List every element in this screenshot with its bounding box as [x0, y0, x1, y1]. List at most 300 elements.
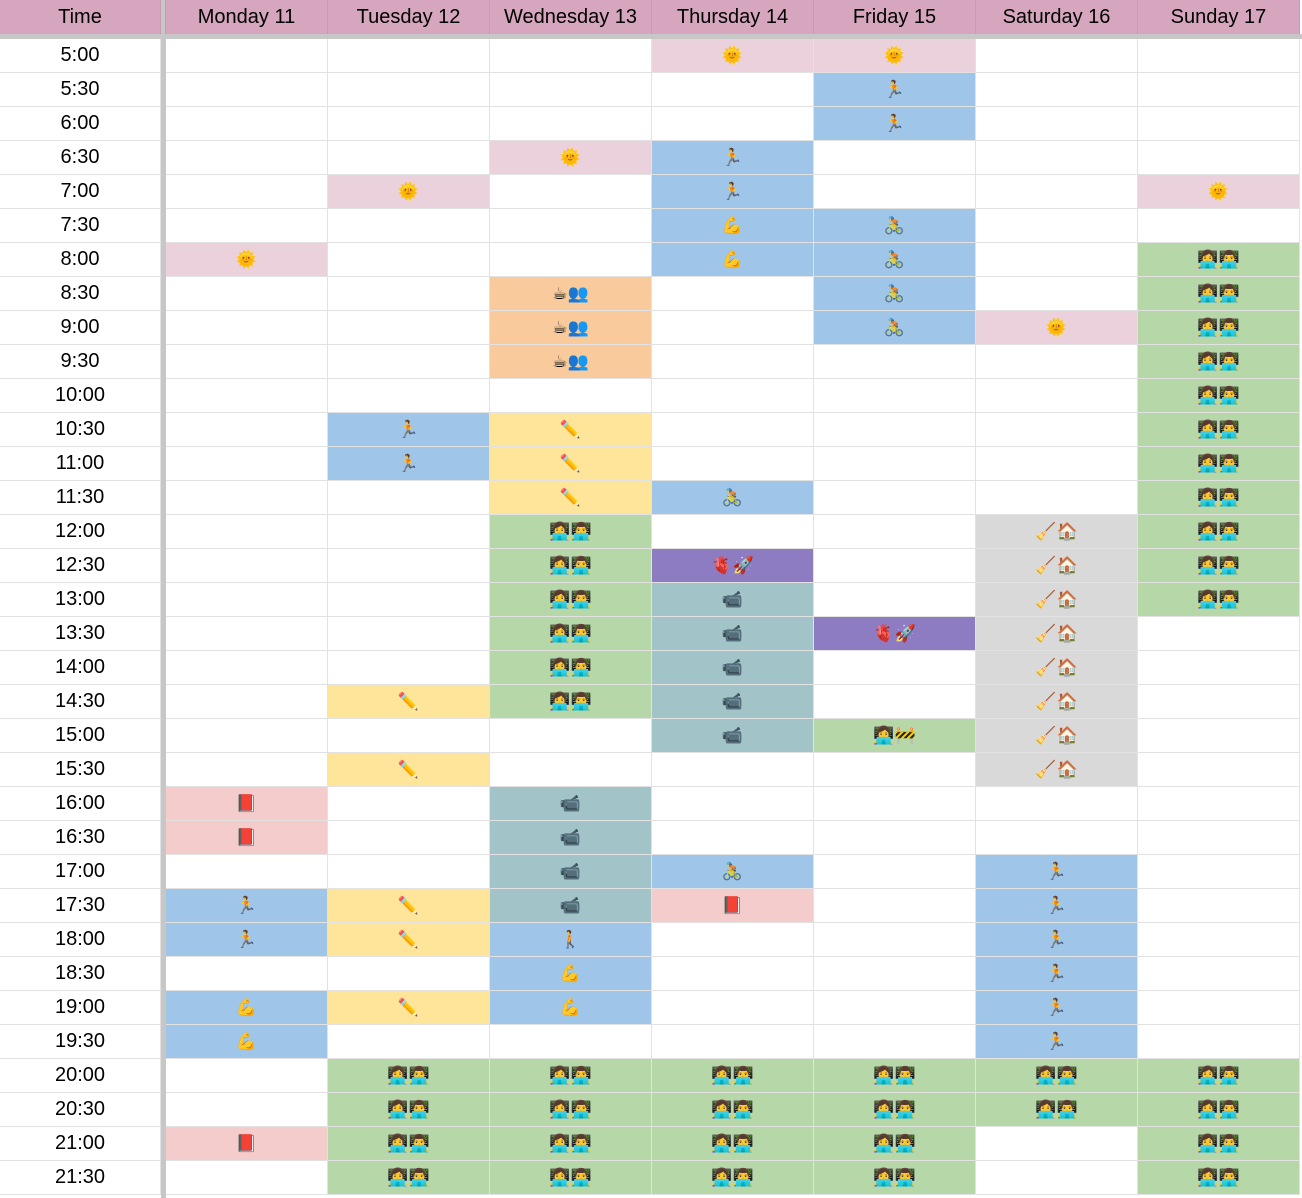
event-cell[interactable] [490, 277, 652, 311]
event-cell[interactable] [490, 311, 652, 345]
empty-cell[interactable] [814, 821, 976, 855]
empty-cell[interactable] [490, 1025, 652, 1059]
empty-cell[interactable] [166, 1059, 328, 1093]
event-cell[interactable] [976, 957, 1138, 991]
event-cell[interactable] [490, 549, 652, 583]
event-cell[interactable] [1138, 481, 1300, 515]
event-cell[interactable] [1138, 311, 1300, 345]
event-cell[interactable] [490, 481, 652, 515]
event-cell[interactable] [652, 481, 814, 515]
event-cell[interactable] [328, 447, 490, 481]
event-cell[interactable] [652, 1093, 814, 1127]
event-cell[interactable] [1138, 379, 1300, 413]
time-cell[interactable] [0, 889, 161, 923]
time-cell[interactable] [0, 73, 161, 107]
event-cell[interactable] [328, 753, 490, 787]
empty-cell[interactable] [166, 481, 328, 515]
empty-cell[interactable] [166, 855, 328, 889]
empty-cell[interactable] [814, 447, 976, 481]
empty-cell[interactable] [328, 141, 490, 175]
time-cell[interactable] [0, 481, 161, 515]
time-cell[interactable] [0, 685, 161, 719]
event-cell[interactable] [652, 889, 814, 923]
empty-cell[interactable] [490, 175, 652, 209]
column-header-day[interactable] [328, 0, 490, 34]
event-cell[interactable] [976, 889, 1138, 923]
header-divider-cell [161, 0, 166, 34]
empty-cell[interactable] [1138, 685, 1300, 719]
empty-cell[interactable] [976, 175, 1138, 209]
event-cell[interactable] [328, 1127, 490, 1161]
event-cell[interactable] [490, 345, 652, 379]
event-cell[interactable] [1138, 345, 1300, 379]
empty-cell[interactable] [166, 1093, 328, 1127]
event-cell[interactable] [652, 39, 814, 73]
empty-cell[interactable] [490, 719, 652, 753]
empty-cell[interactable] [976, 481, 1138, 515]
empty-cell[interactable] [328, 345, 490, 379]
event-cell[interactable] [976, 719, 1138, 753]
sun-icon: 🌞 [883, 45, 906, 66]
empty-cell[interactable] [328, 243, 490, 277]
event-cell[interactable] [328, 1093, 490, 1127]
event-cell[interactable] [652, 209, 814, 243]
time-cell[interactable] [0, 1093, 161, 1127]
empty-cell[interactable] [166, 209, 328, 243]
empty-cell[interactable] [976, 821, 1138, 855]
empty-cell[interactable] [814, 583, 976, 617]
column-header-day[interactable] [1138, 0, 1300, 34]
empty-cell[interactable] [652, 821, 814, 855]
empty-cell[interactable] [328, 481, 490, 515]
column-header-day[interactable] [976, 0, 1138, 34]
time-cell[interactable] [0, 787, 161, 821]
time-cell[interactable] [0, 175, 161, 209]
empty-cell[interactable] [814, 787, 976, 821]
empty-cell[interactable] [166, 379, 328, 413]
empty-cell[interactable] [166, 583, 328, 617]
empty-cell[interactable] [328, 73, 490, 107]
empty-cell[interactable] [166, 753, 328, 787]
time-cell[interactable] [0, 1127, 161, 1161]
empty-cell[interactable] [652, 311, 814, 345]
empty-cell[interactable] [166, 617, 328, 651]
time-cell[interactable] [0, 617, 161, 651]
event-cell[interactable] [814, 277, 976, 311]
empty-cell[interactable] [1138, 957, 1300, 991]
event-cell[interactable] [976, 1093, 1138, 1127]
time-cell[interactable] [0, 957, 161, 991]
empty-cell[interactable] [814, 175, 976, 209]
empty-cell[interactable] [814, 515, 976, 549]
empty-cell[interactable] [1138, 889, 1300, 923]
empty-cell[interactable] [1138, 1025, 1300, 1059]
event-cell[interactable] [652, 719, 814, 753]
empty-cell[interactable] [976, 787, 1138, 821]
empty-cell[interactable] [652, 73, 814, 107]
event-cell[interactable] [976, 515, 1138, 549]
empty-cell[interactable] [814, 141, 976, 175]
event-cell[interactable] [652, 243, 814, 277]
technologists-icon: 👩‍💻👨‍💻 [1197, 317, 1240, 338]
event-cell[interactable] [490, 957, 652, 991]
event-cell[interactable] [976, 753, 1138, 787]
technologists-icon: 👩‍💻👨‍💻 [1197, 283, 1240, 304]
empty-cell[interactable] [328, 549, 490, 583]
empty-cell[interactable] [166, 413, 328, 447]
empty-cell[interactable] [976, 413, 1138, 447]
event-cell[interactable] [1138, 243, 1300, 277]
coffee-people-icon: ☕👥 [552, 351, 589, 372]
event-cell[interactable] [490, 855, 652, 889]
event-cell[interactable] [976, 685, 1138, 719]
time-cell[interactable] [0, 549, 161, 583]
event-cell[interactable] [814, 243, 976, 277]
event-cell[interactable] [166, 1127, 328, 1161]
empty-cell[interactable] [328, 719, 490, 753]
empty-cell[interactable] [1138, 855, 1300, 889]
empty-cell[interactable] [1138, 651, 1300, 685]
empty-cell[interactable] [166, 685, 328, 719]
empty-cell[interactable] [814, 753, 976, 787]
empty-cell[interactable] [976, 1127, 1138, 1161]
empty-cell[interactable] [1138, 617, 1300, 651]
event-cell[interactable] [328, 1059, 490, 1093]
event-cell[interactable] [490, 991, 652, 1025]
column-header-day[interactable] [490, 0, 652, 34]
empty-cell[interactable] [328, 651, 490, 685]
time-cell[interactable] [0, 991, 161, 1025]
empty-cell[interactable] [166, 141, 328, 175]
event-cell[interactable] [976, 1059, 1138, 1093]
empty-cell[interactable] [166, 719, 328, 753]
event-cell[interactable] [328, 991, 490, 1025]
event-cell[interactable] [328, 413, 490, 447]
event-cell[interactable] [1138, 549, 1300, 583]
column-header-day[interactable] [166, 0, 328, 34]
event-cell[interactable] [328, 685, 490, 719]
event-cell[interactable] [652, 1161, 814, 1195]
event-cell[interactable] [490, 821, 652, 855]
video-camera-icon: 📹 [721, 691, 744, 712]
event-cell[interactable] [490, 413, 652, 447]
event-cell[interactable] [814, 1127, 976, 1161]
time-cell[interactable] [0, 243, 161, 277]
event-cell[interactable] [652, 175, 814, 209]
empty-cell[interactable] [328, 277, 490, 311]
empty-cell[interactable] [490, 209, 652, 243]
empty-cell[interactable] [1138, 107, 1300, 141]
empty-cell[interactable] [328, 617, 490, 651]
event-cell[interactable] [652, 617, 814, 651]
empty-cell[interactable] [490, 39, 652, 73]
empty-cell[interactable] [166, 107, 328, 141]
empty-cell[interactable] [652, 753, 814, 787]
empty-cell[interactable] [652, 957, 814, 991]
event-cell[interactable] [976, 923, 1138, 957]
event-cell[interactable] [490, 787, 652, 821]
event-cell[interactable] [814, 719, 976, 753]
event-cell[interactable] [490, 515, 652, 549]
running-person-icon: 🏃 [1045, 1031, 1068, 1052]
empty-cell[interactable] [814, 549, 976, 583]
time-cell[interactable] [0, 583, 161, 617]
column-header-day[interactable] [652, 0, 814, 34]
event-cell[interactable] [976, 617, 1138, 651]
empty-cell[interactable] [814, 957, 976, 991]
event-cell[interactable] [490, 685, 652, 719]
empty-cell[interactable] [328, 957, 490, 991]
event-cell[interactable] [976, 855, 1138, 889]
event-cell[interactable] [814, 73, 976, 107]
column-header-time[interactable] [0, 0, 161, 34]
event-cell[interactable] [490, 1093, 652, 1127]
cell-label: 5:30 [60, 78, 100, 100]
time-cell[interactable] [0, 209, 161, 243]
empty-cell[interactable] [814, 685, 976, 719]
empty-cell[interactable] [1138, 753, 1300, 787]
time-cell[interactable] [0, 855, 161, 889]
empty-cell[interactable] [652, 447, 814, 481]
empty-cell[interactable] [166, 549, 328, 583]
empty-cell[interactable] [166, 957, 328, 991]
empty-cell[interactable] [328, 107, 490, 141]
empty-cell[interactable] [976, 73, 1138, 107]
event-cell[interactable] [328, 1161, 490, 1195]
event-cell[interactable] [490, 1161, 652, 1195]
empty-cell[interactable] [166, 447, 328, 481]
event-cell[interactable] [652, 1127, 814, 1161]
event-cell[interactable] [1138, 583, 1300, 617]
empty-cell[interactable] [166, 73, 328, 107]
empty-cell[interactable] [328, 209, 490, 243]
event-cell[interactable] [1138, 1093, 1300, 1127]
event-cell[interactable] [814, 311, 976, 345]
empty-cell[interactable] [166, 1161, 328, 1195]
empty-cell[interactable] [652, 413, 814, 447]
empty-cell[interactable] [1138, 991, 1300, 1025]
empty-cell[interactable] [490, 753, 652, 787]
event-cell[interactable] [1138, 515, 1300, 549]
time-cell[interactable] [0, 447, 161, 481]
empty-cell[interactable] [976, 209, 1138, 243]
event-cell[interactable] [166, 787, 328, 821]
empty-cell[interactable] [328, 787, 490, 821]
event-cell[interactable] [490, 651, 652, 685]
event-cell[interactable] [490, 1059, 652, 1093]
empty-cell[interactable] [1138, 73, 1300, 107]
time-cell[interactable] [0, 753, 161, 787]
time-cell[interactable] [0, 1025, 161, 1059]
empty-cell[interactable] [814, 413, 976, 447]
empty-cell[interactable] [976, 39, 1138, 73]
sun-icon: 🌞 [721, 45, 744, 66]
empty-cell[interactable] [814, 379, 976, 413]
technologists-icon: 👩‍💻👨‍💻 [387, 1065, 430, 1086]
empty-cell[interactable] [976, 243, 1138, 277]
event-cell[interactable] [652, 685, 814, 719]
empty-cell[interactable] [328, 821, 490, 855]
empty-cell[interactable] [652, 345, 814, 379]
empty-cell[interactable] [652, 107, 814, 141]
time-cell[interactable] [0, 821, 161, 855]
empty-cell[interactable] [328, 39, 490, 73]
event-cell[interactable] [652, 855, 814, 889]
time-cell[interactable] [0, 107, 161, 141]
empty-cell[interactable] [328, 1025, 490, 1059]
time-cell[interactable] [0, 923, 161, 957]
event-cell[interactable] [814, 617, 976, 651]
event-cell[interactable] [652, 583, 814, 617]
event-cell[interactable] [490, 923, 652, 957]
time-cell[interactable] [0, 39, 161, 73]
empty-cell[interactable] [1138, 719, 1300, 753]
event-cell[interactable] [652, 549, 814, 583]
event-cell[interactable] [490, 617, 652, 651]
event-cell[interactable] [1138, 1059, 1300, 1093]
time-cell[interactable] [0, 719, 161, 753]
time-cell[interactable] [0, 141, 161, 175]
empty-cell[interactable] [652, 379, 814, 413]
empty-cell[interactable] [490, 243, 652, 277]
event-cell[interactable] [652, 141, 814, 175]
time-cell[interactable] [0, 1161, 161, 1195]
event-cell[interactable] [814, 1161, 976, 1195]
event-cell[interactable] [166, 821, 328, 855]
time-cell[interactable] [0, 345, 161, 379]
event-cell[interactable] [490, 141, 652, 175]
empty-cell[interactable] [976, 447, 1138, 481]
event-cell[interactable] [814, 107, 976, 141]
event-cell[interactable] [490, 447, 652, 481]
event-cell[interactable] [490, 1127, 652, 1161]
time-cell[interactable] [0, 311, 161, 345]
empty-cell[interactable] [976, 141, 1138, 175]
event-cell[interactable] [814, 1059, 976, 1093]
empty-cell[interactable] [166, 651, 328, 685]
event-cell[interactable] [814, 1093, 976, 1127]
empty-cell[interactable] [814, 923, 976, 957]
event-cell[interactable] [814, 39, 976, 73]
cell-label: 8:00 [60, 248, 100, 270]
empty-cell[interactable] [328, 311, 490, 345]
event-cell[interactable] [166, 243, 328, 277]
event-cell[interactable] [976, 583, 1138, 617]
event-cell[interactable] [490, 889, 652, 923]
event-cell[interactable] [976, 651, 1138, 685]
empty-cell[interactable] [976, 1161, 1138, 1195]
event-cell[interactable] [976, 549, 1138, 583]
empty-cell[interactable] [976, 345, 1138, 379]
empty-cell[interactable] [652, 923, 814, 957]
empty-cell[interactable] [1138, 209, 1300, 243]
event-cell[interactable] [814, 209, 976, 243]
event-cell[interactable] [652, 651, 814, 685]
empty-cell[interactable] [166, 277, 328, 311]
empty-cell[interactable] [1138, 141, 1300, 175]
column-header-day[interactable] [814, 0, 976, 34]
empty-cell[interactable] [652, 991, 814, 1025]
technologist-construction-icon: 👩‍💻🚧 [873, 725, 916, 746]
event-cell[interactable] [1138, 413, 1300, 447]
technologists-icon: 👩‍💻👨‍💻 [387, 1167, 430, 1188]
empty-cell[interactable] [814, 651, 976, 685]
empty-cell[interactable] [976, 277, 1138, 311]
event-cell[interactable] [328, 889, 490, 923]
empty-cell[interactable] [166, 175, 328, 209]
event-cell[interactable] [166, 889, 328, 923]
event-cell[interactable] [1138, 277, 1300, 311]
empty-cell[interactable] [490, 73, 652, 107]
empty-cell[interactable] [1138, 821, 1300, 855]
empty-cell[interactable] [814, 481, 976, 515]
empty-cell[interactable] [652, 787, 814, 821]
event-cell[interactable] [166, 1025, 328, 1059]
empty-cell[interactable] [490, 379, 652, 413]
empty-cell[interactable] [1138, 923, 1300, 957]
event-cell[interactable] [1138, 175, 1300, 209]
empty-cell[interactable] [166, 311, 328, 345]
empty-cell[interactable] [814, 1025, 976, 1059]
event-cell[interactable] [166, 923, 328, 957]
empty-cell[interactable] [328, 515, 490, 549]
event-cell[interactable] [1138, 1127, 1300, 1161]
empty-cell[interactable] [814, 855, 976, 889]
event-cell[interactable] [166, 991, 328, 1025]
time-cell[interactable] [0, 515, 161, 549]
empty-cell[interactable] [328, 855, 490, 889]
empty-cell[interactable] [652, 277, 814, 311]
time-cell[interactable] [0, 379, 161, 413]
empty-cell[interactable] [328, 583, 490, 617]
broom-house-icon: 🧹🏠 [1035, 555, 1078, 576]
empty-cell[interactable] [652, 515, 814, 549]
event-cell[interactable] [490, 583, 652, 617]
event-cell[interactable] [976, 1025, 1138, 1059]
time-cell[interactable] [0, 1059, 161, 1093]
time-cell[interactable] [0, 413, 161, 447]
empty-cell[interactable] [976, 107, 1138, 141]
empty-cell[interactable] [328, 379, 490, 413]
empty-cell[interactable] [976, 379, 1138, 413]
event-cell[interactable] [1138, 447, 1300, 481]
empty-cell[interactable] [814, 345, 976, 379]
time-cell[interactable] [0, 277, 161, 311]
event-cell[interactable] [976, 991, 1138, 1025]
event-cell[interactable] [328, 923, 490, 957]
event-cell[interactable] [1138, 1161, 1300, 1195]
empty-cell[interactable] [1138, 787, 1300, 821]
event-cell[interactable] [652, 1059, 814, 1093]
empty-cell[interactable] [166, 345, 328, 379]
empty-cell[interactable] [814, 991, 976, 1025]
cell-label: Tuesday 12 [356, 5, 461, 28]
empty-cell[interactable] [1138, 39, 1300, 73]
bicycle-icon: 🚴 [883, 215, 906, 236]
pencil-icon: ✏️ [397, 997, 420, 1018]
empty-cell[interactable] [166, 39, 328, 73]
video-camera-icon: 📹 [721, 725, 744, 746]
empty-cell[interactable] [814, 889, 976, 923]
event-cell[interactable] [328, 175, 490, 209]
technologists-icon: 👩‍💻👨‍💻 [549, 1133, 592, 1154]
empty-cell[interactable] [652, 1025, 814, 1059]
empty-cell[interactable] [490, 107, 652, 141]
event-cell[interactable] [976, 311, 1138, 345]
time-cell[interactable] [0, 651, 161, 685]
cell-label: 5:00 [60, 44, 100, 66]
empty-cell[interactable] [166, 515, 328, 549]
